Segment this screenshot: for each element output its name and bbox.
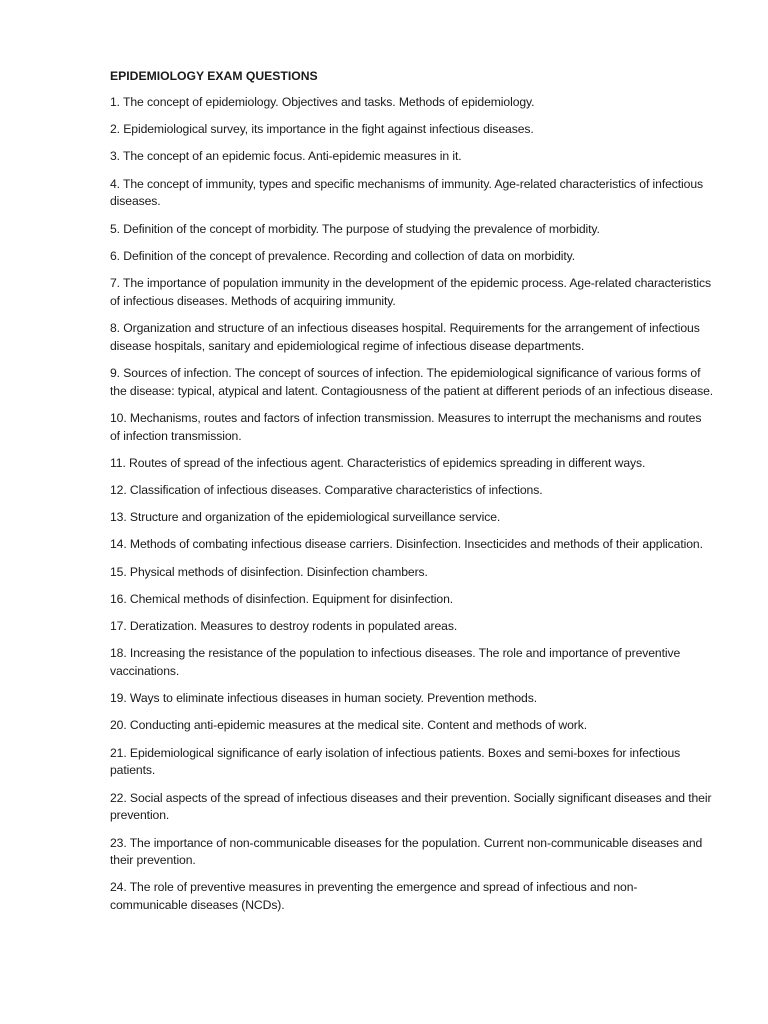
document-body — [110, 68, 714, 924]
question-item-10: 10. Mechanisms, routes and factors of infection transmission. Measures to interrupt the mechanisms and routes of infection transmission. — [110, 410, 702, 443]
question-item-18: 18. Increasing the resistance of the population to infectious diseases. The role and importance of preventive vaccinations. — [110, 646, 681, 678]
question-item-12: 12. Classification of infectious diseases. Comparative characteristics of infections. — [110, 483, 543, 498]
question-item-3: 3. The concept of an epidemic focus. Anti-epidemic measures in it. — [110, 149, 462, 164]
question-item-19: 19. Ways to eliminate infectious diseases in human society. Prevention methods. — [110, 691, 538, 706]
question-item-14: 14. Methods of combating infectious disease carriers. Disinfection. Insecticides and methods of their application. — [110, 537, 703, 552]
question-item-15: 15. Physical methods of disinfection. Disinfection chambers. — [110, 564, 428, 579]
question-item-21: 21. Epidemiological significance of early isolation of infectious patients. Boxes and semi-boxes for infectious patients. — [110, 745, 681, 778]
question-item-2: 2. Epidemiological survey, its importance in the fight against infectious diseases. — [110, 122, 534, 137]
question-item-8: 8. Organization and structure of an infectious diseases hospital. Requirements for the arrangement of infectious disease hospitals, sanitary and epidemiological regime of infectious disease departments. — [110, 320, 700, 353]
question-item-9: 9. Sources of infection. The concept of sources of infection. The epidemiological significance of various forms of the disease: typical, atypical and latent. Contagiousness of the patient at different periods of an infectious disease. — [110, 365, 714, 398]
question-item-7: 7. The importance of population immunity in the development of the epidemic process. Age-related characteristics of infectious diseases. Methods of acquiring immunity. — [110, 275, 711, 308]
question-item-16: 16. Chemical methods of disinfection. Equipment for disinfection. — [110, 591, 454, 606]
question-item-4: 4. The concept of immunity, types and specific mechanisms of immunity. Age-related characteristics of infectious diseases. — [110, 176, 704, 209]
question-item-11: 11. Routes of spread of the infectious agent. Characteristics of epidemics spreading in different ways. — [110, 455, 646, 470]
question-item-1: 1. The concept of epidemiology. Objectives and tasks. Methods of epidemiology. — [110, 95, 535, 109]
question-list — [110, 94, 714, 915]
question-item-20: 20. Conducting anti-epidemic measures at the medical site. Content and methods of work. — [110, 718, 588, 733]
question-item-23: 23. The importance of non-communicable diseases for the population. Current non-communicable diseases and their prevention. — [110, 835, 703, 868]
question-item-5: 5. Definition of the concept of morbidity. The purpose of studying the prevalence of morbidity. — [110, 221, 600, 236]
question-item-13: 13. Structure and organization of the epidemiological surveillance service. — [110, 510, 501, 525]
question-item-17: 17. Deratization. Measures to destroy rodents in populated areas. — [110, 618, 458, 633]
document-title: EPIDEMIOLOGY EXAM QUESTIONS — [110, 69, 318, 83]
question-item-22: 22. Social aspects of the spread of infectious diseases and their prevention. Socially significant diseases and their prevention. — [110, 790, 712, 823]
question-item-6: 6. Definition of the concept of prevalence. Recording and collection of data on morbidity. — [110, 248, 576, 263]
question-item-24: 24. The role of preventive measures in preventing the emergence and spread of infectious and non-communicable diseases (NCDs). — [110, 880, 638, 913]
